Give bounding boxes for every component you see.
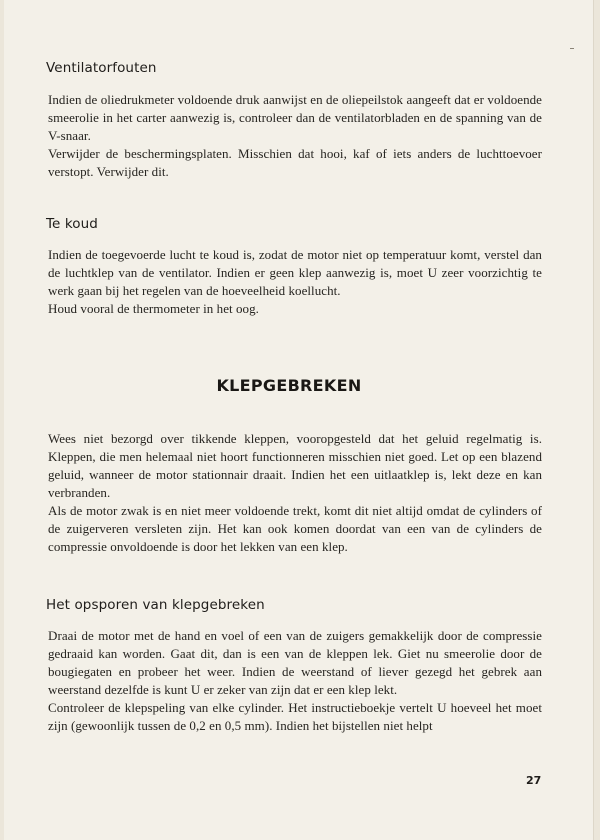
chapter-title: KLEPGEBREKEN xyxy=(216,376,362,395)
paragraph: Indien de oliedrukmeter voldoende druk aanwijst en de oliepeilstok aangeeft dat er voldoende smeerolie in het carter aanwezig is, controleer dan de ventilatorbladen en de spanning van de V-snaar. xyxy=(48,92,542,143)
paragraph: Controleer de klepspeling van elke cylinder. Het instructieboekje vertelt U hoeveel het moet zijn (gewoonlijk tussen de 0,2 en 0,5 mm). Indien het bijstellen niet helpt xyxy=(48,700,542,733)
book-page xyxy=(4,0,594,840)
paragraph-block-ventilatorfouten xyxy=(48,91,542,181)
paragraph: Als de motor zwak is en niet meer voldoende trekt, komt dit niet altijd omdat de cylinders of de zuigerveren versleten zijn. Het kan ook komen doordat van een van de cylinders de compressie onvoldoende is door het lekken van een klep. xyxy=(48,503,542,554)
section-heading-ventilatorfouten: Ventilatorfouten xyxy=(46,60,157,76)
paper-speck xyxy=(570,48,574,49)
paragraph-block-te-koud xyxy=(48,246,542,318)
paragraph-block-opsporen xyxy=(48,627,542,735)
paragraph: Verwijder de beschermingsplaten. Misschien dat hooi, kaf of iets anders de luchttoevoer verstopt. Verwijder dit. xyxy=(48,146,542,179)
section-heading-opsporen: Het opsporen van klepgebreken xyxy=(46,597,265,613)
page-number: 27 xyxy=(526,774,542,787)
paragraph: Wees niet bezorgd over tikkende kleppen, vooropgesteld dat het geluid regelmatig is. Kleppen, die men helemaal niet hoort functionneren misschien niet goed. Let op een blazend geluid, wanneer de motor stationnair draait. Indien het een uitlaatklep is, lekt deze en kan verbranden. xyxy=(48,431,542,500)
paragraph: Indien de toegevoerde lucht te koud is, zodat de motor niet op temperatuur komt, verstel dan de luchtklep van de ventilator. Indien er geen klep aanwezig is, moet U zeer voorzichtig te werk gaan bij het regelen van de hoeveelheid koellucht. xyxy=(48,247,542,298)
section-heading-te-koud: Te koud xyxy=(46,216,98,232)
paragraph-block-klepgebreken xyxy=(48,430,542,556)
paragraph: Houd vooral de thermometer in het oog. xyxy=(48,301,259,316)
paragraph: Draai de motor met de hand en voel of een van de zuigers gemakkelijk door de compressie gedraaid kan worden. Gaat dit, dan is een van de kleppen lek. Giet nu smeerolie door de bougiegaten en probeer het weer. Indien de weerstand of liever gezegd het gebrek aan weerstand dezelfde is kunt U er zeker van zijn dat er een klep lekt. xyxy=(48,628,542,697)
